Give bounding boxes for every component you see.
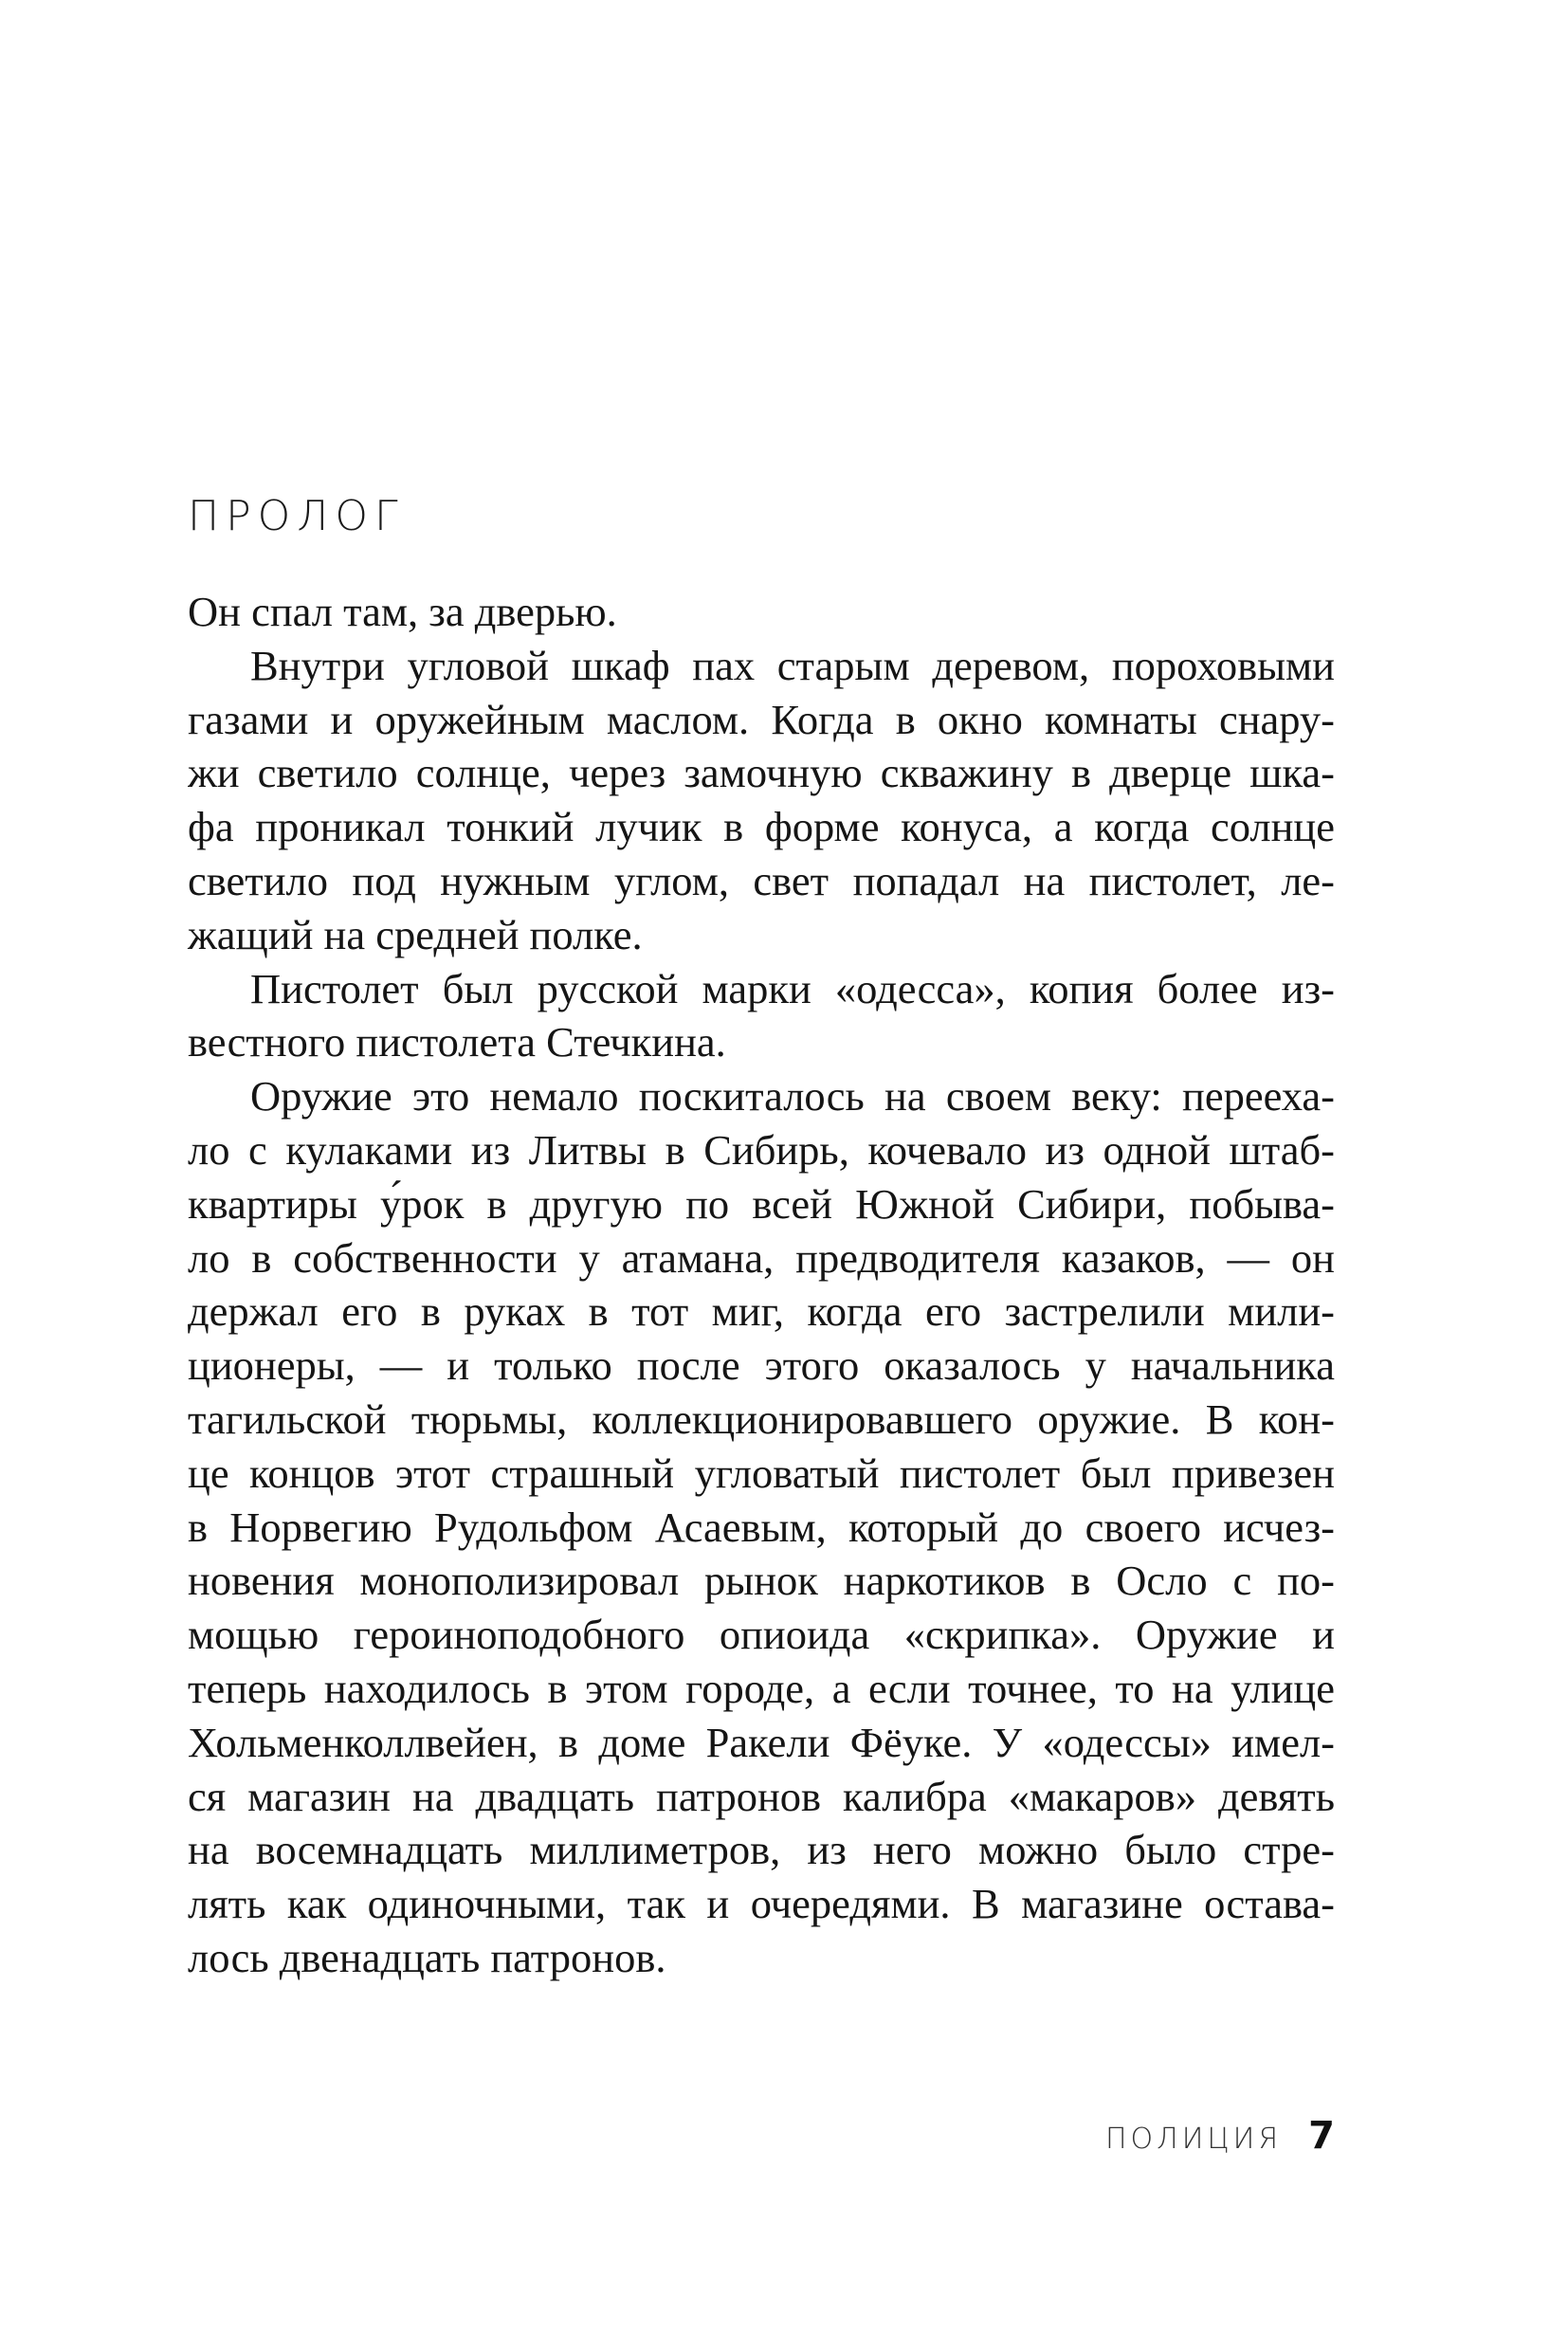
text-line: вестного пистолета Стечкина. — [188, 1018, 726, 1066]
text-line: в Норвегию Рудольфом Асаевым, который до своего исчез- — [188, 1503, 1335, 1551]
text-line: ся магазин на двадцать патронов калибра «макаров» девять — [188, 1772, 1335, 1820]
text-line: ло в собственности у атамана, предводителя казаков, — он — [188, 1233, 1335, 1282]
text-line: новения монополизировал рынок наркотиков в Осло с по- — [188, 1557, 1335, 1605]
running-title: ПОЛИЦИЯ — [1104, 2123, 1283, 2156]
text-line: ло с кулаками из Литвы в Сибирь, кочевало из одной штаб- — [188, 1125, 1335, 1174]
chapter-title: ПРОЛОГ — [188, 492, 405, 540]
text-line: ционеры, — и только после этого оказалось у начальника — [188, 1341, 1335, 1390]
text-line: квартиры у́рок в другую по всей Южной Сибири, побыва- — [188, 1179, 1335, 1228]
text-line: газами и оружейным маслом. Когда в окно комнаты снару- — [188, 695, 1335, 743]
text-line: жащий на средней полке. — [188, 910, 643, 958]
page-number: 7 — [1308, 2114, 1335, 2158]
text-line: Пистолет был русской марки «одесса», копия более из- — [250, 964, 1335, 1012]
page-footer — [1105, 2114, 1335, 2158]
text-line: теперь находилось в этом городе, а если точнее, то на улице — [188, 1664, 1335, 1712]
text-line: лось двенадцать патронов. — [188, 1933, 666, 1981]
text-line: Он спал там, за дверью. — [188, 588, 617, 635]
body-text — [188, 585, 1335, 1985]
text-line: фа проникал тонкий лучик в форме конуса, а когда солнце — [188, 803, 1335, 851]
text-line: це концов этот страшный угловатый пистолет был привезен — [188, 1449, 1335, 1497]
text-line: Внутри угловой шкаф пах старым деревом, пороховыми — [250, 641, 1335, 689]
text-line: светило под нужным углом, свет попадал на пистолет, ле- — [188, 856, 1335, 904]
text-line: на восемнадцать миллиметров, из него можно было стре- — [188, 1826, 1335, 1874]
text-line: тагильской тюрьмы, коллекционировавшего оружие. В кон- — [188, 1394, 1335, 1443]
text-line: мощью героиноподобного опиоида «скрипка». Оружие и — [188, 1611, 1335, 1659]
text-line: Оружие это немало поскиталось на своем веку: перееха- — [250, 1072, 1335, 1121]
text-line: держал его в руках в тот миг, когда его застрелили мили- — [188, 1287, 1335, 1336]
text-line: лять как одиночными, так и очередями. В магазине остава- — [188, 1880, 1335, 1928]
text-line: жи светило солнце, через замочную скважину в дверце шка- — [188, 749, 1335, 797]
text-line: Хольменколлвейен, в доме Ракели Фёуке. У «одессы» имел- — [188, 1718, 1335, 1766]
